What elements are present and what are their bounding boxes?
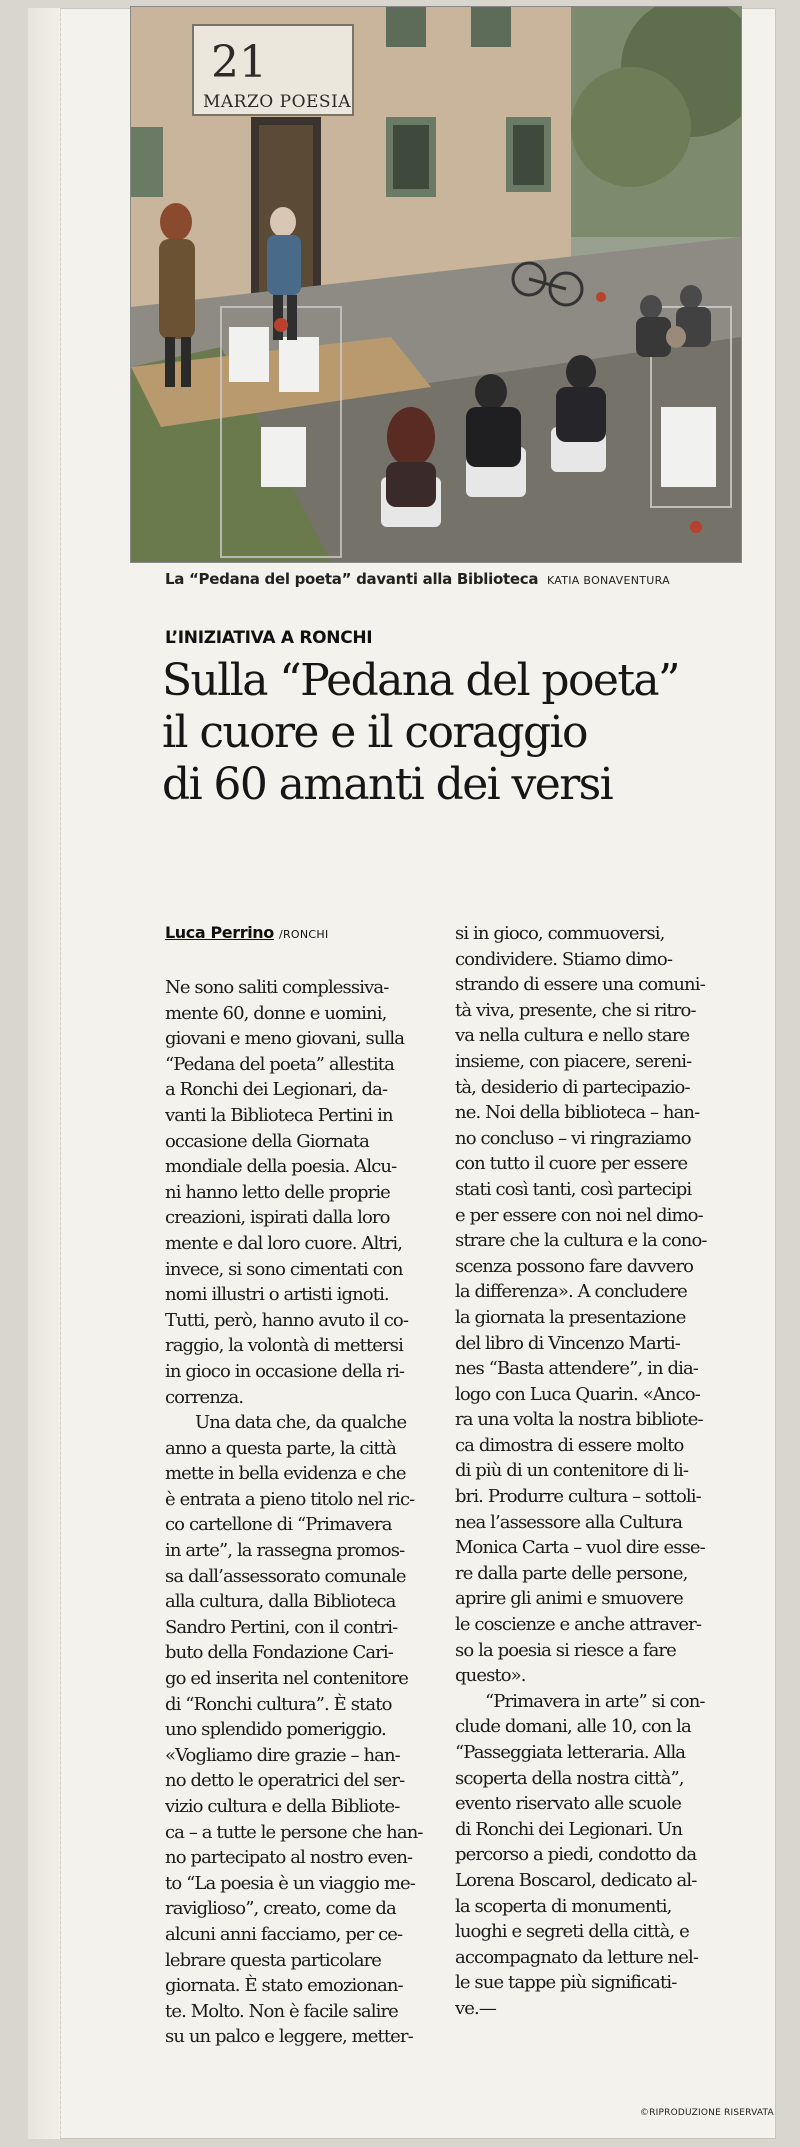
text-line: vizio cultura e della Bibliote- [165, 1796, 400, 1817]
text-line: con tutto il cuore per essere [455, 1153, 688, 1175]
text-line: correnza. [165, 1386, 244, 1408]
text-line: go ed inserita nel contenitore [165, 1668, 409, 1690]
text-line: ve.— [455, 1997, 496, 2019]
text-line: in gioco in occasione della ri- [165, 1360, 405, 1382]
text-line: del libro di Vincenzo Marti- [455, 1332, 680, 1354]
text-line: alcuni anni facciamo, per ce- [165, 1923, 403, 1945]
text-line: Ne sono saliti complessiva- [165, 977, 389, 998]
text-line: condividere. Stiamo dimo- [455, 948, 673, 970]
text-line: di “Ronchi cultura”. È stato [165, 1693, 392, 1715]
text-line: stati così tanti, così partecipi [455, 1178, 692, 1200]
text-line: su un palco e leggere, metter- [165, 2026, 413, 2048]
text-line: occasione della Giornata [165, 1130, 369, 1152]
text-line: di Ronchi dei Legionari. Un [455, 1818, 683, 1840]
text-line: va nella cultura e nello stare [455, 1025, 690, 1047]
text-line: Lorena Boscarol, dedicato al- [455, 1869, 697, 1891]
text-line: aprire gli animi e smuovere [455, 1588, 683, 1610]
text-line: strando di essere una comuni- [455, 974, 705, 996]
text-line: «Vogliamo dire grazie – han- [165, 1744, 400, 1766]
text-line: la scoperta di monumenti, [455, 1895, 672, 1917]
caption-text: La “Pedana del poeta” davanti alla Biblioteca [165, 570, 539, 588]
text-line: no detto le operatrici del ser- [165, 1770, 405, 1792]
text-line: Monica Carta – vuol dire esse- [455, 1537, 705, 1559]
text-line: nes “Basta attendere”, in dia- [455, 1358, 698, 1380]
text-line: ra una volta la nostra bibliote- [455, 1409, 703, 1431]
text-line: raviglioso”, creato, come da [165, 1898, 396, 1920]
text-line: la giornata la presentazione [455, 1306, 686, 1328]
text-line: creazioni, ispirati dalla loro [165, 1207, 390, 1229]
article-column-2 [455, 921, 739, 2022]
text-line: lebrare questa particolare [165, 1949, 382, 1971]
headline-line: di 60 amanti dei versi [162, 759, 613, 810]
text-line: si in gioco, commuoversi, [455, 923, 665, 944]
text-line: anno a questa parte, la città [165, 1437, 396, 1459]
text-line: percorso a piedi, condotto da [455, 1844, 697, 1866]
text-line: mondiale della poesia. Alcu- [165, 1156, 397, 1178]
text-line: insieme, con piacere, sereni- [455, 1050, 692, 1072]
text-line: le sue tappe più significati- [455, 1972, 677, 1994]
text-line: Tutti, però, hanno avuto il co- [165, 1309, 409, 1331]
text-line: Sandro Pertini, con il contri- [165, 1616, 398, 1638]
text-line: mente e dal loro cuore. Altri, [165, 1232, 403, 1254]
text-line: bri. Produrre cultura – sottoli- [455, 1486, 701, 1508]
article-column-1 [165, 975, 449, 2050]
text-line: ne. Noi della biblioteca – han- [455, 1102, 700, 1124]
text-line: Una data che, da qualche [195, 1412, 407, 1434]
text-line: logo con Luca Quarin. «Anco- [455, 1383, 700, 1405]
text-line: accompagnato da letture nel- [455, 1946, 698, 1968]
text-line: no partecipato al nostro even- [165, 1847, 413, 1869]
text-line: tà viva, presente, che si ritro- [455, 999, 696, 1021]
text-line: te. Molto. Non è facile salire [165, 2000, 398, 2022]
text-line: ni hanno letto delle proprie [165, 1181, 390, 1203]
text-line: la differenza». A concludere [455, 1281, 687, 1303]
text-line: e per essere con noi nel dimo- [455, 1204, 703, 1226]
headline-line: Sulla “Pedana del poeta” [162, 655, 679, 706]
text-line: a Ronchi dei Legionari, da- [165, 1079, 388, 1101]
text-line: nomi illustri o artisti ignoti. [165, 1284, 389, 1306]
dateline-place: /RONCHI [278, 928, 329, 941]
text-line: mette in bella evidenza e che [165, 1463, 406, 1485]
text-line: buto della Fondazione Cari- [165, 1642, 393, 1664]
text-line: mente 60, donne e uomini, [165, 1002, 387, 1024]
text-line: to “La poesia è un viaggio me- [165, 1872, 415, 1894]
text-line: invece, si sono cimentati con [165, 1258, 403, 1280]
text-line: in arte”, la rassegna promos- [165, 1540, 405, 1562]
text-line: ca – a tutte le persone che han- [165, 1821, 423, 1843]
text-line: raggio, la volontà di mettersi [165, 1335, 403, 1357]
text-line: co cartellone di “Primavera [165, 1514, 392, 1536]
sign-number: 21 [211, 37, 267, 88]
text-line: strare che la cultura e la cono- [455, 1230, 707, 1252]
text-line: le coscienze e anche attraver- [455, 1614, 702, 1636]
text-line: giornata. È stato emozionan- [165, 1975, 403, 1997]
text-line: ca dimostra di essere molto [455, 1434, 684, 1456]
text-line: giovani e meno giovani, sulla [165, 1028, 405, 1050]
text-line: luoghi e segreti della città, e [455, 1921, 689, 1943]
article-photo [130, 6, 742, 563]
text-line: no concluso – vi ringraziamo [455, 1127, 691, 1149]
photo-caption [165, 570, 765, 588]
text-line: so la poesia si riesce a fare [455, 1639, 676, 1661]
text-line: “Pedana del poeta” allestita [165, 1053, 394, 1075]
text-line: vanti la Biblioteca Pertini in [165, 1104, 393, 1126]
copyright-notice: ©RIPRODUZIONE RISERVATA [640, 2108, 774, 2118]
clipping-margin [28, 8, 61, 2139]
text-line: “Primavera in arte” si con- [485, 1690, 705, 1712]
text-line: è entrata a pieno titolo nel ric- [165, 1488, 415, 1510]
text-line: di più di un contenitore di li- [455, 1460, 688, 1482]
photo-credit: KATIA BONAVENTURA [546, 574, 670, 587]
headline-line: il cuore e il coraggio [162, 707, 587, 758]
text-line: clude domani, alle 10, con la [455, 1716, 691, 1738]
text-line: re dalla parte delle persone, [455, 1562, 688, 1584]
text-line: scenza possono fare davvero [455, 1255, 694, 1277]
headline [162, 655, 762, 811]
sign-text: MARZO POESIA [203, 92, 352, 112]
text-line: sa dall’assessorato comunale [165, 1565, 406, 1587]
text-line: “Passeggiata letteraria. Alla [455, 1742, 686, 1763]
author-name: Luca Perrino [165, 923, 274, 942]
text-line: alla cultura, dalla Biblioteca [165, 1591, 396, 1613]
kicker: L’INIZIATIVA A RONCHI [165, 628, 373, 648]
text-line: scoperta della nostra città”, [455, 1767, 684, 1789]
text-line: evento riservato alle scuole [455, 1793, 681, 1815]
poet-stage-photo [131, 7, 741, 562]
text-line: nea l’assessore alla Cultura [455, 1511, 683, 1533]
text-line: questo». [455, 1665, 526, 1687]
text-line: uno splendido pomeriggio. [165, 1719, 386, 1741]
byline [165, 923, 329, 942]
text-line: tà, desiderio di partecipazio- [455, 1076, 690, 1098]
